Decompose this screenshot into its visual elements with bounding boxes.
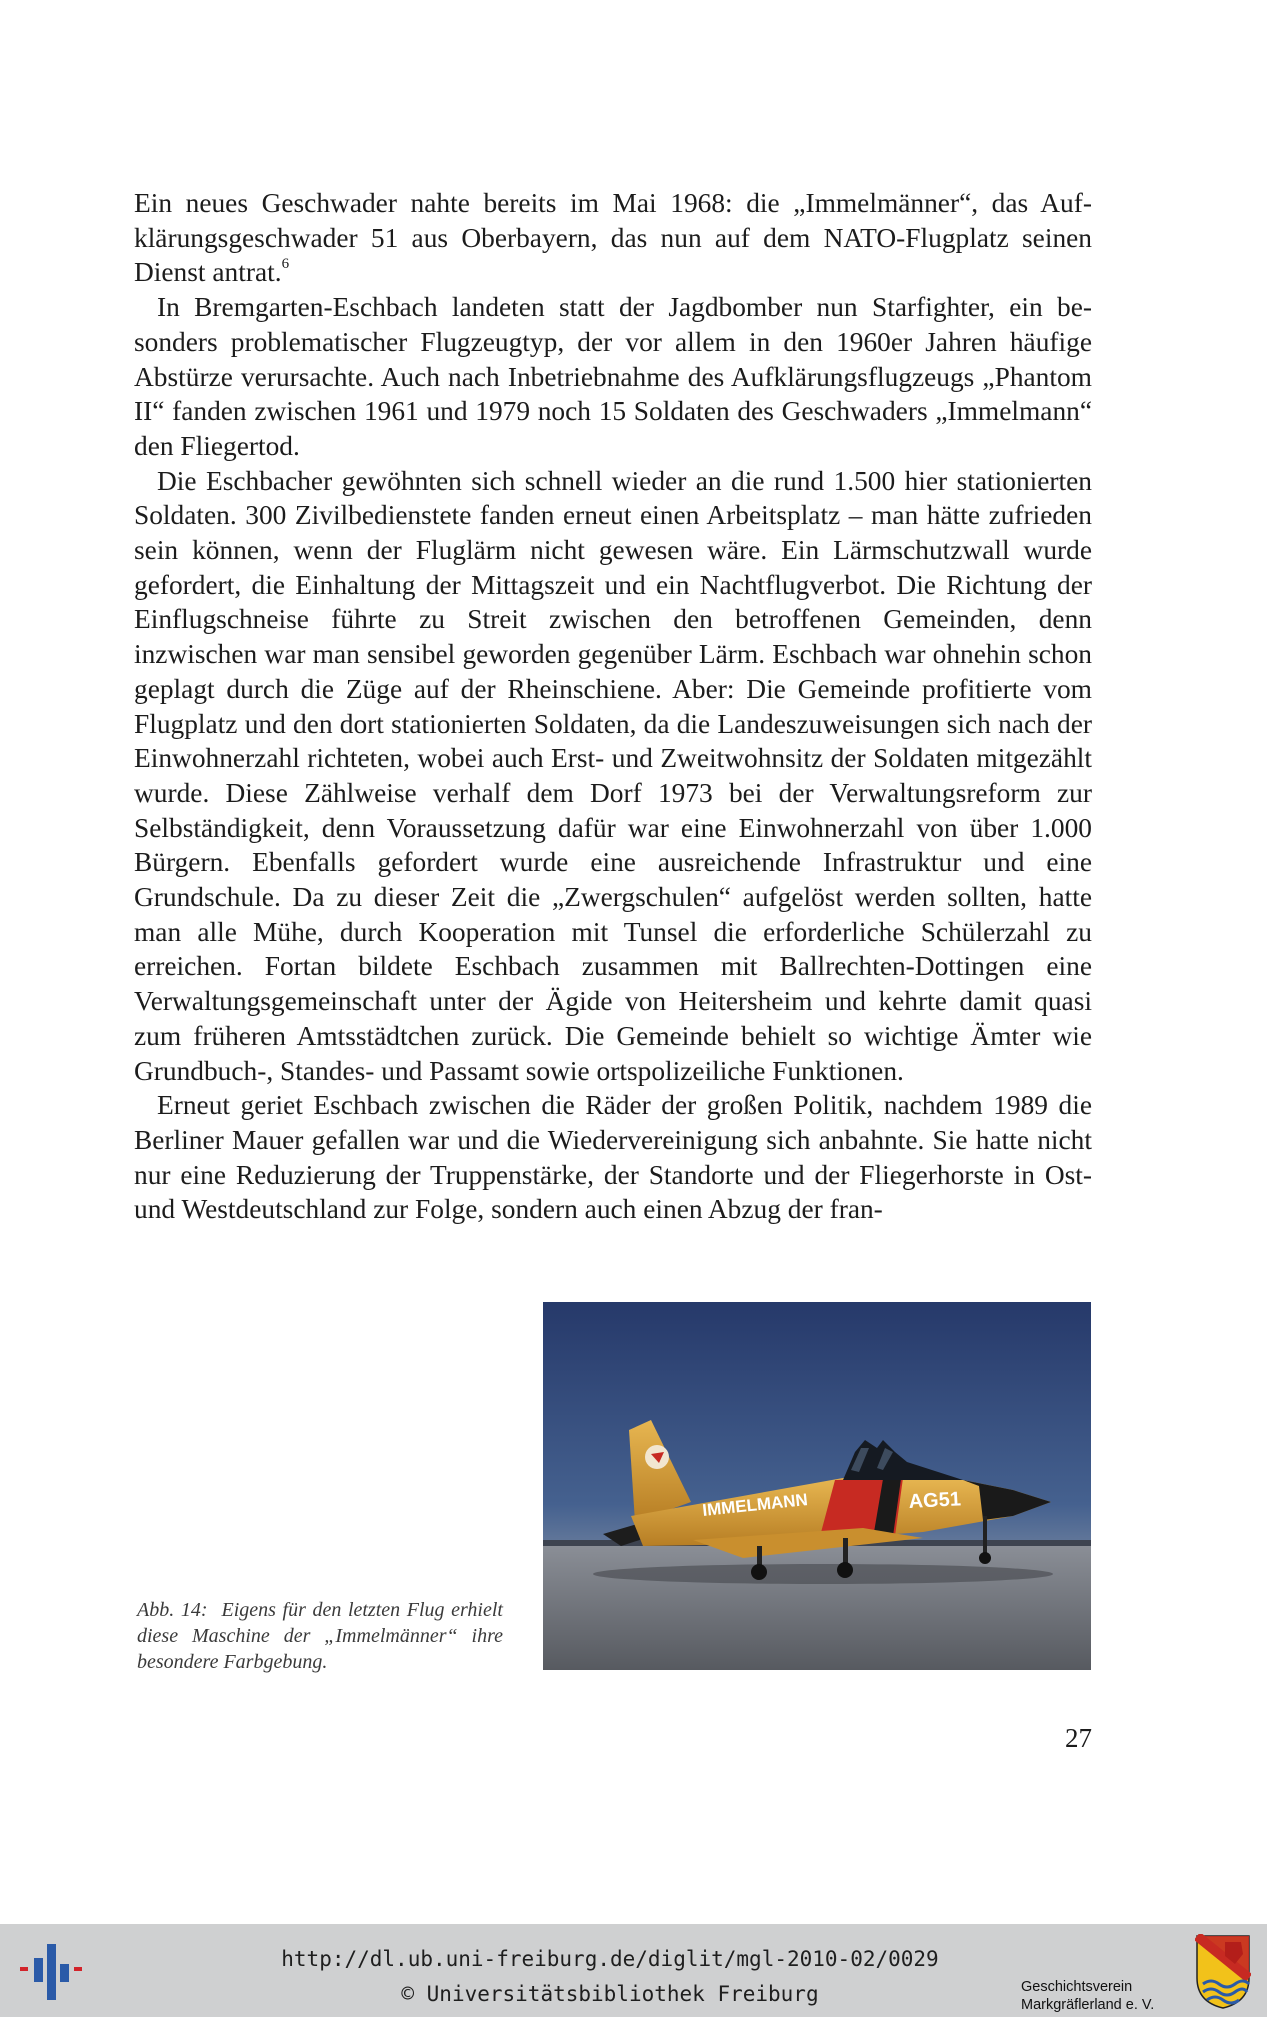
- footnote-ref[interactable]: 6: [281, 256, 290, 273]
- phantom-jet-illustration: [543, 1302, 1091, 1670]
- society-name-line1: Geschichtsverein: [1021, 1979, 1133, 1995]
- plane-side-label: IMMELMANN: [701, 1490, 809, 1520]
- footer-bar: [0, 1924, 1267, 2017]
- plane-code-label: AG51: [908, 1488, 962, 1513]
- aircraft-shadow: [593, 1564, 1053, 1584]
- paragraph-1: Ein neues Geschwader nahte bereits im Mai 1968: die „Immelmänner“, das Aufklärungsgeschwader 51 aus Oberbayern, das nun auf dem NATO-Flugplatz seinen Dienst antrat.$^6$: [134, 188, 1092, 288]
- footer-url-link[interactable]: http://dl.ub.uni-freiburg.de/diglit/mgl-2010-02/0029: [281, 1947, 939, 1971]
- paragraph-2: In Bremgarten-Eschbach landeten statt der Jagdbomber nun Starfighter, ein besonders problematischer Flugzeugtyp, der vor allem in den 1960er Jahren häufige Abstürze verursachte. Auch nach Inbetriebnahme des Aufklärungsflugzeugs „Phantom II“ fanden zwischen 1961 und 1979 noch 15 Soldaten des Geschwaders „Immelmann“ den Fliegertod.: [134, 292, 1092, 461]
- figure-label: Abb. 14:: [137, 1599, 208, 1621]
- page-number: 27: [1065, 1723, 1092, 1753]
- figure-caption: [137, 1597, 503, 1675]
- footer-copyright: © Universitätsbibliothek Freiburg: [401, 1982, 819, 2006]
- society-name-line2: Markgräflerland e. V.: [1021, 1997, 1155, 2013]
- paragraph-4: Erneut geriet Eschbach zwischen die Räder der großen Politik, nachdem 1989 die Berliner Mauer gefallen war und die Wiedervereinigung sich anbahnte. Sie hatte nicht nur eine Reduzierung der Truppenstärke, der Standorte und der Fliegerhorste in Ost- und Westdeutschland zur Folge, sondern auch einen Abzug der fran-: [134, 1090, 1092, 1225]
- nose-gear: [983, 1516, 987, 1556]
- aircraft-photo: [543, 1302, 1091, 1670]
- coat-of-arms-icon: [1195, 1934, 1251, 2010]
- society-name: [1021, 1978, 1154, 2014]
- figure-caption-text: Eigens für den letzten Flug erhielt diese Maschine der „Immelmänner“ ihre besondere Farbgebung.: [137, 1599, 503, 1673]
- ub-freiburg-logo-icon: [20, 1942, 84, 2000]
- paragraph-3: Die Eschbacher gewöhnten sich schnell wieder an die rund 1.500 hier stationierten Soldaten. 300 Zivilbedienstete fanden erneut einen Arbeitsplatz – man hätte zufrieden sein können, wenn der Fluglärm nicht gewesen wäre. Ein Lärmschutzwall wurde gefordert, die Einhaltung der Mittagszeit und ein Nachtflugverbot. Die Richtung der Einflugschneise führte zu Streit zwischen den betroffenen Gemeinden, denn inzwischen war man sensibel geworden gegenüber Lärm. Eschbach war ohnehin schon geplagt durch die Züge auf der Rheinschiene. Aber: Die Gemeinde profitierte vom Flugplatz und den dort stationierten Soldaten, da die Landeszuweisungen sich nach der Einwohnerzahl richteten, wobei auch Erst- und Zweitwohnsitz der Soldaten mitgezählt wurde. Diese Zählweise verhalf dem Dorf 1973 bei der Verwaltungsreform zur Selbständigkeit, denn Voraussetzung dafür war eine Einwohnerzahl von über 1.000 Bürgern. Ebenfalls gefordert wurde eine ausreichende Infrastruktur und eine Grundschule. Da zu dieser Zeit die „Zwergschulen“ aufgelöst werden sollten, hatte man alle Mühe, durch Kooperation mit Tunsel die erforderliche Schülerzahl zu erreichen. Fortan bildete Eschbach zusammen mit Ballrechten-Dottingen eine Verwaltungsgemeinschaft unter der Ägide von Heitersheim und kehrte damit quasi zum früheren Amtsstädtchen zurück. Die Gemeinde behielt so wichtige Ämter wie Grundbuch-, Standes- und Passamt sowie ortspolizeiliche Funktionen.: [134, 465, 1093, 1086]
- body-text: [134, 186, 1092, 1227]
